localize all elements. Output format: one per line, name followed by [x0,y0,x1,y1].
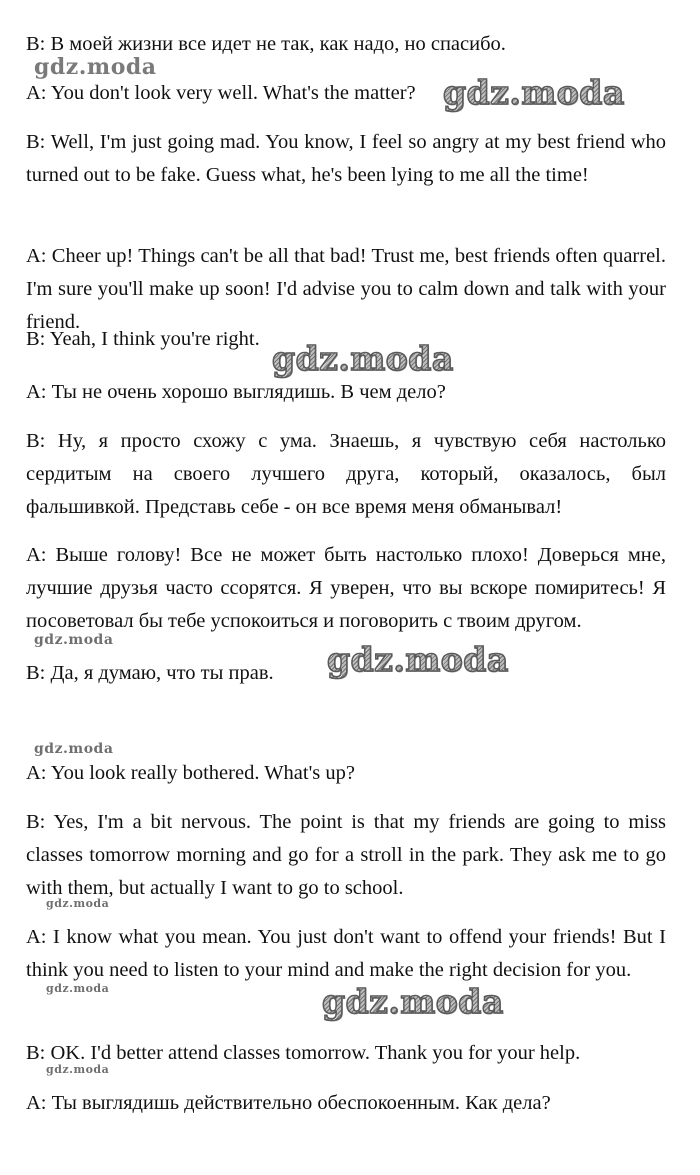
watermark-1: gdz.moda [34,54,157,80]
dialogue-line-12: A: I know what you mean. You just don't want to offend your friends! But I think you need to listen to your mind and make the right decision for you. [26,926,666,981]
dialogue-line-5: B: Yeah, I think you're right. [26,328,260,350]
dialogue-line-8: A: Выше голову! Все не может быть настолько плохо! Доверься мне, лучшие друзья часто ссорятся. Я уверен, что вы вскоре помиритесь! Я посоветовал бы тебе успокоиться и поговорить с твоим другом. [26,544,666,632]
watermark-10: gdz.moda [46,1063,110,1076]
watermark-8: gdz.moda [46,982,110,995]
dialogue-line-10: A: You look really bothered. What's up? [26,762,355,784]
dialogue-line-9: B: Да, я думаю, что ты прав. [26,662,274,684]
watermark-2: gdz.moda [443,73,625,112]
dialogue-line-3: B: Well, I'm just going mad. You know, I feel so angry at my best friend who turned out to be fake. Guess what, he's been lying to me all the time! [26,131,666,186]
dialogue-line-4: A: Cheer up! Things can't be all that bad! Trust me, best friends often quarrel. I'm sure you'll make up soon! I'd advise you to calm down and talk with your friend. [26,245,666,333]
dialogue-line-13: B: OK. I'd better attend classes tomorrow. Thank you for your help. [26,1042,581,1064]
watermark-6: gdz.moda [34,741,114,757]
dialogue-line-11: B: Yes, I'm a bit nervous. The point is that my friends are going to miss classes tomorrow morning and go for a stroll in the park. They ask me to go with them, but actually I want to go to school. [26,811,666,899]
watermark-7: gdz.moda [46,897,110,910]
watermark-4: gdz.moda [34,632,114,648]
dialogue-line-2: A: You don't look very well. What's the matter? [26,82,416,104]
dialogue-line-14: A: Ты выглядишь действительно обеспокоенным. Как дела? [26,1092,551,1114]
watermark-5: gdz.moda [327,640,509,679]
watermark-3: gdz.moda [272,339,454,378]
dialogue-line-7: B: Ну, я просто схожу с ума. Знаешь, я чувствую себя настолько сердитым на своего лучшего друга, который, оказалось, был фальшивкой. Представь себе - он все время меня обманывал! [26,430,666,518]
dialogue-line-1: B: В моей жизни все идет не так, как надо, но спасибо. [26,33,506,55]
watermark-9: gdz.moda [322,982,504,1021]
dialogue-line-6: A: Ты не очень хорошо выглядишь. В чем дело? [26,381,446,403]
